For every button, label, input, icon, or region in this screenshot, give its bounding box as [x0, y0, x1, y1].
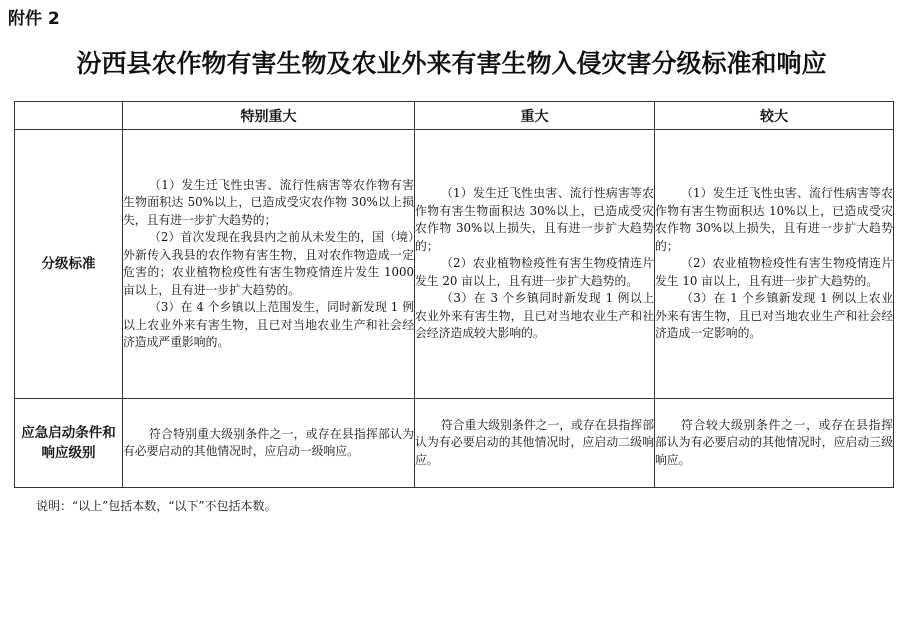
- standard-item: （2）首次发现在我县内之前从未发生的，国（境）外新传入我县的农作物有害生物，且对农作物造成一定危害的；农业植物检疫性有害生物疫情连片发生 1000 亩以上，且有进一步扩大趋势的。: [123, 230, 414, 297]
- response-text: 符合特别重大级别条件之一，或存在县指挥部认为有必要启动的其他情况时，应启动一级响应。: [123, 426, 414, 458]
- header-corner: [15, 102, 123, 130]
- standard-item: （1）发生迁飞性虫害、流行性病害等农作物有害生物面积达 10%以上，已造成受灾农作物 30%以上损失，且有进一步扩大趋势的；: [655, 186, 893, 253]
- header-especially-major: 特别重大: [123, 102, 415, 130]
- response-text: 符合较大级别条件之一，或存在县指挥部认为有必要启动的其他情况时，应启动三级响应。: [655, 417, 893, 467]
- standard-item: （3）在 3 个乡镇同时新发现 1 例以上农业外来有害生物，且已对当地农业生产和社会经济造成较大影响的。: [415, 291, 654, 341]
- response-cell-large: [655, 399, 894, 488]
- standard-item: （3）在 1 个乡镇新发现 1 例以上农业外来有害生物，且已对当地农业生产和社会经济造成一定影响的。: [655, 291, 893, 341]
- standard-item: （2）农业植物检疫性有害生物疫情连片发生 20 亩以上，且有进一步扩大趋势的。: [415, 256, 654, 288]
- grading-table: [14, 101, 894, 488]
- header-major: 重大: [415, 102, 655, 130]
- header-large: 较大: [655, 102, 894, 130]
- standard-item: （2）农业植物检疫性有害生物疫情连片发生 10 亩以上，且有进一步扩大趋势的。: [655, 256, 893, 288]
- standard-item: （1）发生迁飞性虫害、流行性病害等农作物有害生物面积达 30%以上，已造成受灾农作物 30%以上损失，且有进一步扩大趋势的；: [415, 186, 654, 253]
- standard-cell-major: [415, 130, 655, 399]
- standard-cell-large: [655, 130, 894, 399]
- footnote: 说明：“以上”包括本数，“以下”不包括本数。: [36, 499, 277, 513]
- response-text: 符合重大级别条件之一，或存在县指挥部认为有必要启动的其他情况时，应启动二级响应。: [415, 417, 654, 467]
- standard-item: （1）发生迁飞性虫害、流行性病害等农作物有害生物面积达 50%以上，已造成受灾农作物 30%以上损失，且有进一步扩大趋势的；: [123, 177, 414, 227]
- response-cell-major: [415, 399, 655, 488]
- table-row: [15, 399, 894, 488]
- table-row: [15, 130, 894, 399]
- row-label-grading-standard: 分级标准: [15, 130, 123, 399]
- response-cell-especially-major: [123, 399, 415, 488]
- table-header-row: [15, 102, 894, 130]
- standard-item: （3）在 4 个乡镇以上范围发生，同时新发现 1 例以上农业外来有害生物，且已对当地农业生产和社会经济造成严重影响的。: [123, 300, 414, 349]
- attachment-label: 附件 2: [8, 9, 60, 29]
- document-title: 汾西县农作物有害生物及农业外来有害生物入侵灾害分级标准和响应: [76, 49, 827, 78]
- row-label-response-level: 应急启动条件和响应级别: [15, 399, 123, 488]
- standard-cell-especially-major: [123, 130, 415, 399]
